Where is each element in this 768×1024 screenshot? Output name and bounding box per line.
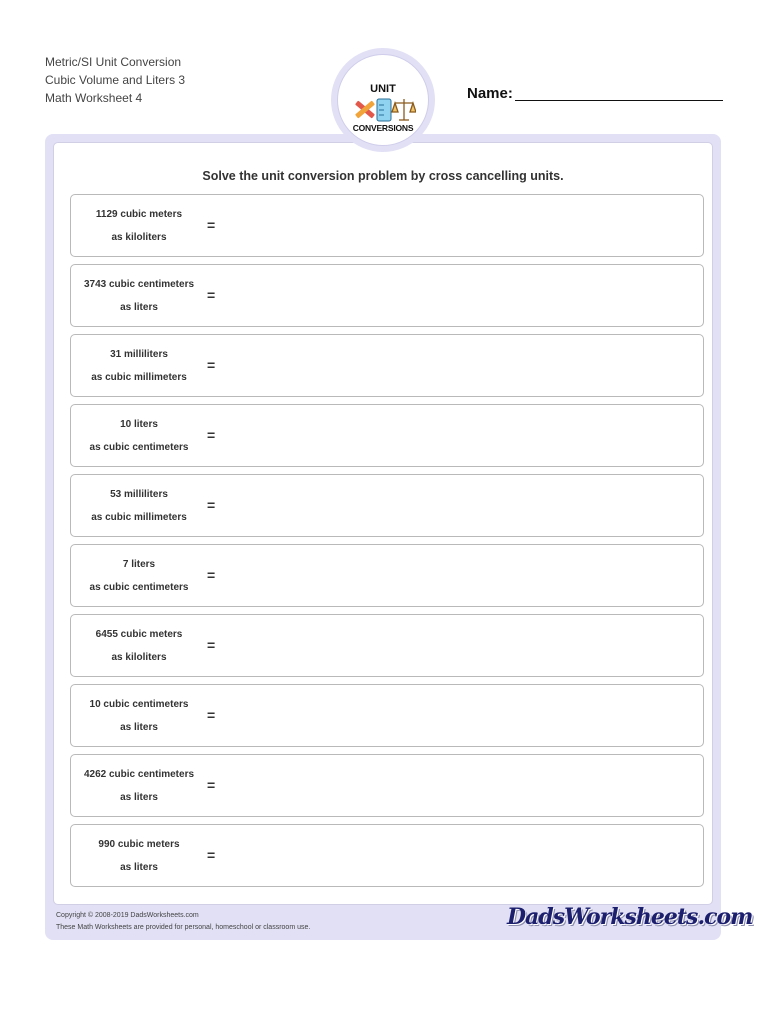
logo-bottom-text: CONVERSIONS (352, 123, 414, 133)
unit-conversions-logo (331, 48, 435, 152)
logo-badge (337, 54, 429, 146)
usage-notice: These Math Worksheets are provided for personal, homeschool or classroom use. (56, 924, 311, 931)
problem-quantity: 3743 cubic centimeters (83, 279, 195, 290)
problem-quantity: 10 cubic centimeters (89, 699, 189, 710)
worksheet-title-block (45, 53, 185, 107)
dadsworksheets-logo: DadsWorksheets.com (507, 904, 753, 930)
problem-quantity: 6455 cubic meters (95, 629, 183, 640)
problem-target-unit: as liters (120, 722, 158, 733)
problem-quantity: 7 liters (122, 559, 156, 570)
equals-sign: = (207, 427, 216, 443)
problem-quantity: 10 liters (120, 419, 158, 430)
problem-box (70, 684, 704, 747)
equals-sign: = (207, 497, 216, 513)
problem-box (70, 544, 704, 607)
answer-area[interactable] (227, 553, 695, 598)
equals-sign: = (207, 287, 216, 303)
problem-target-unit: as liters (120, 792, 158, 803)
logo-icons (352, 97, 416, 123)
problem-target-unit: as kiloliters (111, 652, 167, 663)
footer-text (56, 910, 310, 934)
worksheet-number: Math Worksheet 4 (45, 91, 143, 105)
problem-target-unit: as liters (120, 862, 158, 873)
logo-top-text: UNIT (370, 83, 396, 95)
problems-panel (53, 142, 713, 905)
answer-area[interactable] (227, 623, 695, 668)
problem-box (70, 824, 704, 887)
answer-area[interactable] (227, 693, 695, 738)
equals-sign: = (207, 847, 216, 863)
problem-target-unit: as cubic millimeters (91, 372, 187, 383)
equals-sign: = (207, 217, 216, 233)
name-field-line[interactable] (515, 100, 723, 101)
answer-area[interactable] (227, 833, 695, 878)
problem-quantity: 31 milliliters (110, 349, 168, 360)
equals-sign: = (207, 777, 216, 793)
problem-box (70, 474, 704, 537)
worksheet-topic: Cubic Volume and Liters 3 (45, 73, 186, 87)
problem-target-unit: as cubic centimeters (89, 442, 189, 453)
answer-area[interactable] (227, 763, 695, 808)
equals-sign: = (207, 637, 216, 653)
name-label: Name: (467, 85, 513, 102)
problem-target-unit: as liters (120, 302, 158, 313)
answer-area[interactable] (227, 343, 695, 388)
problem-box (70, 404, 704, 467)
problem-target-unit: as cubic centimeters (89, 582, 189, 593)
worksheet-subject: Metric/SI Unit Conversion (45, 55, 182, 69)
problem-quantity: 1129 cubic meters (95, 209, 183, 220)
equals-sign: = (207, 707, 216, 723)
answer-area[interactable] (227, 203, 695, 248)
problem-box (70, 614, 704, 677)
problem-quantity: 4262 cubic centimeters (83, 769, 195, 780)
ruler-cross-icon (355, 101, 375, 119)
beaker-icon (377, 99, 391, 121)
copyright-text: Copyright © 2008-2019 DadsWorksheets.com (56, 912, 199, 919)
problem-box (70, 194, 704, 257)
answer-area[interactable] (227, 273, 695, 318)
problem-target-unit: as cubic millimeters (91, 512, 187, 523)
problem-quantity: 53 milliliters (110, 489, 168, 500)
problem-box (70, 264, 704, 327)
equals-sign: = (207, 357, 216, 373)
answer-area[interactable] (227, 413, 695, 458)
problem-box (70, 754, 704, 817)
equals-sign: = (207, 567, 216, 583)
worksheet-frame (45, 134, 753, 940)
problem-quantity: 990 cubic meters (98, 839, 180, 850)
problem-box (70, 334, 704, 397)
answer-area[interactable] (227, 483, 695, 528)
scale-icon (392, 99, 416, 120)
problem-target-unit: as kiloliters (111, 232, 167, 243)
instruction-text: Solve the unit conversion problem by cross cancelling units. (202, 169, 564, 183)
